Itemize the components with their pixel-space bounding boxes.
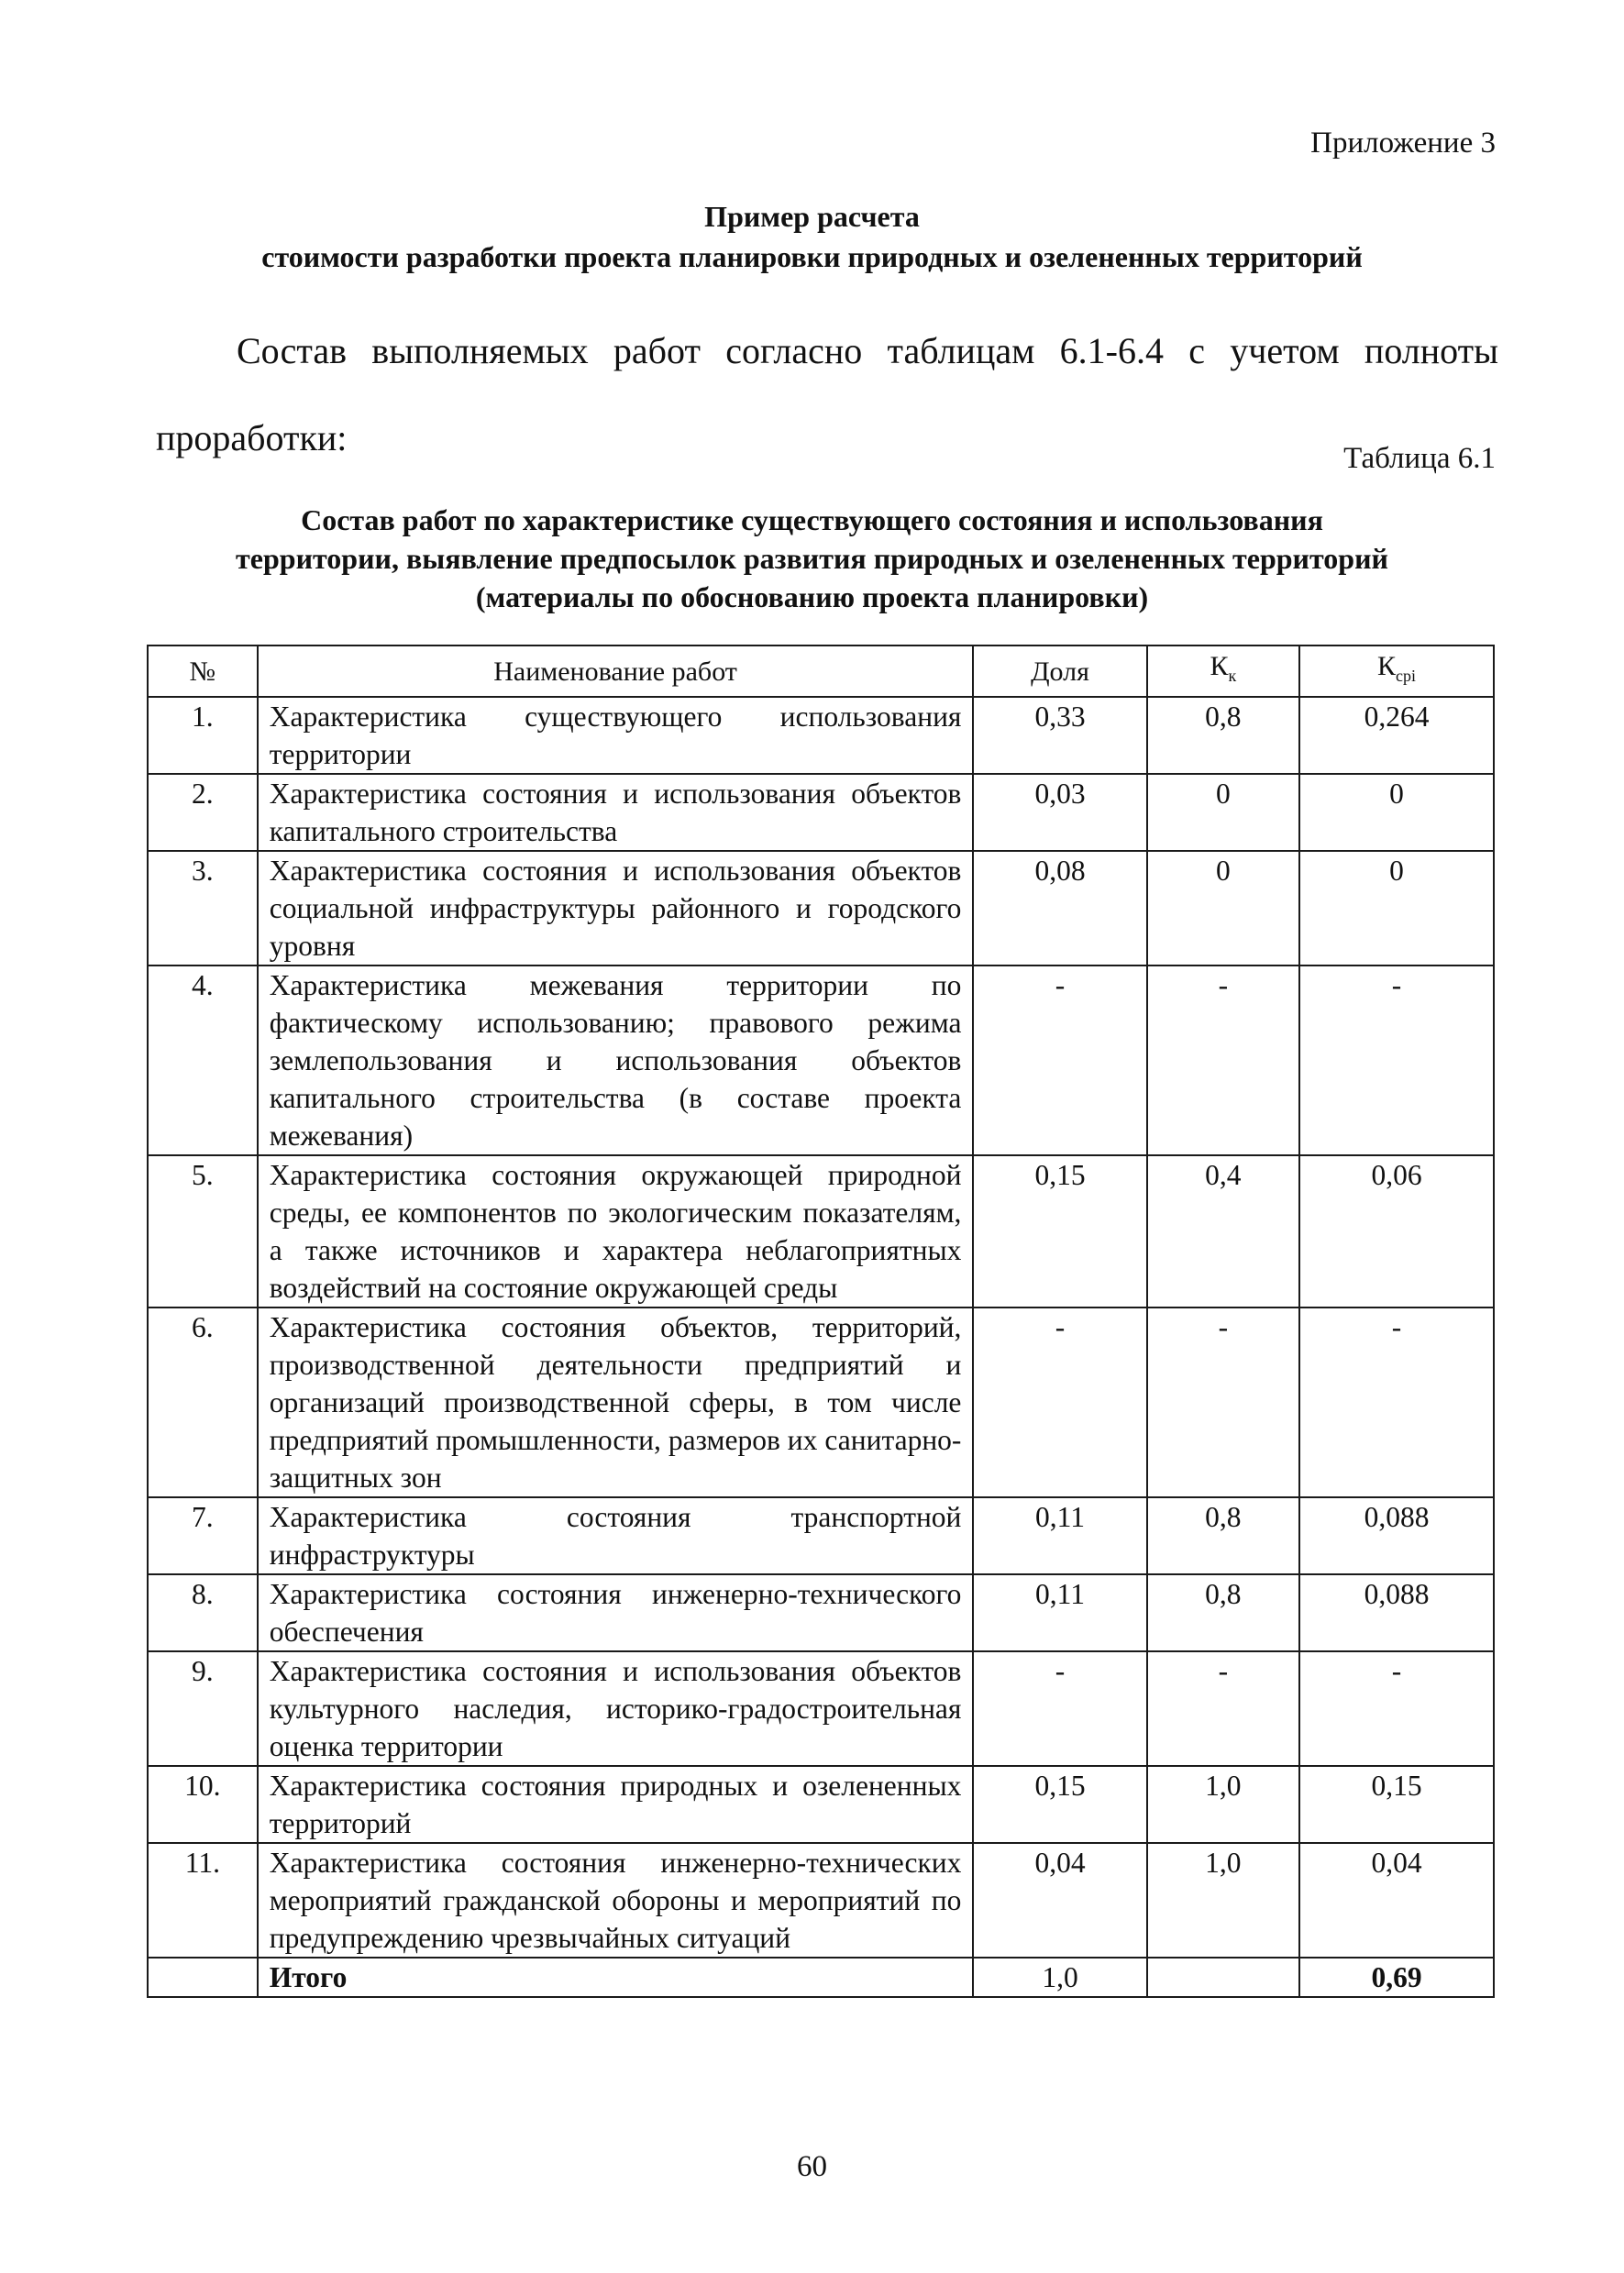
row-name: Характеристика состояния инженерно-технического обеспечения bbox=[258, 1574, 974, 1651]
header-kcp bbox=[1299, 645, 1494, 697]
table-row bbox=[148, 1574, 1494, 1651]
row-share: - bbox=[973, 1308, 1146, 1497]
row-share: 0,03 bbox=[973, 774, 1146, 851]
table-header-row bbox=[148, 645, 1494, 697]
row-kk: 0 bbox=[1147, 851, 1299, 965]
row-name: Характеристика состояния окружающей природной среды, ее компонентов по экологическим показателям, а также источников и характера неблагоприятных воздействий на состояние окружающей среды bbox=[258, 1155, 974, 1308]
header-kk-main: К bbox=[1210, 651, 1229, 681]
row-num: 3. bbox=[148, 851, 258, 965]
row-kcp: 0 bbox=[1299, 774, 1494, 851]
header-num: № bbox=[148, 645, 258, 697]
row-num: 7. bbox=[148, 1497, 258, 1574]
row-share: 0,15 bbox=[973, 1155, 1146, 1308]
table-row bbox=[148, 851, 1494, 965]
row-num: 11. bbox=[148, 1843, 258, 1958]
row-kk: 1,0 bbox=[1147, 1766, 1299, 1843]
row-kcp: - bbox=[1299, 965, 1494, 1155]
title-line-2: стоимости разработки проекта планировки природных и озелененных территорий bbox=[261, 240, 1363, 273]
row-num: 4. bbox=[148, 965, 258, 1155]
row-kk: - bbox=[1147, 965, 1299, 1155]
header-kcp-sub: срi bbox=[1396, 667, 1417, 685]
row-num: 9. bbox=[148, 1651, 258, 1766]
row-kcp: 0,06 bbox=[1299, 1155, 1494, 1308]
page-number: 60 bbox=[797, 2150, 827, 2183]
row-kk: - bbox=[1147, 1308, 1299, 1497]
document-title bbox=[0, 196, 1624, 277]
table-row bbox=[148, 1155, 1494, 1308]
row-kcp: 0,088 bbox=[1299, 1574, 1494, 1651]
row-share: 0,04 bbox=[973, 1843, 1146, 1958]
works-table bbox=[147, 645, 1495, 1998]
row-share: 0,08 bbox=[973, 851, 1146, 965]
table-row bbox=[148, 697, 1494, 774]
row-kk: 0 bbox=[1147, 774, 1299, 851]
total-label: Итого bbox=[258, 1958, 974, 1997]
row-num: 8. bbox=[148, 1574, 258, 1651]
row-kcp: - bbox=[1299, 1651, 1494, 1766]
intro-paragraph: Состав выполняемых работ согласно таблицам 6.1-6.4 с учетом полноты проработки: bbox=[156, 330, 1498, 458]
row-share: 0,11 bbox=[973, 1574, 1146, 1651]
row-kcp: 0,04 bbox=[1299, 1843, 1494, 1958]
row-kk: 0,8 bbox=[1147, 697, 1299, 774]
table-row bbox=[148, 1308, 1494, 1497]
row-kcp: 0 bbox=[1299, 851, 1494, 965]
total-share: 1,0 bbox=[973, 1958, 1146, 1997]
total-num bbox=[148, 1958, 258, 1997]
row-name: Характеристика состояния и использования объектов культурного наследия, историко-градостроительная оценка территории bbox=[258, 1651, 974, 1766]
table-row bbox=[148, 1843, 1494, 1958]
total-kk bbox=[1147, 1958, 1299, 1997]
row-share: - bbox=[973, 965, 1146, 1155]
row-name: Характеристика межевания территории по фактическому использованию; правового режима землепользования и использования объектов капитального строительства (в составе проекта межевания) bbox=[258, 965, 974, 1155]
row-kk: 1,0 bbox=[1147, 1843, 1299, 1958]
table-total-row bbox=[148, 1958, 1494, 1997]
row-kk: 0,4 bbox=[1147, 1155, 1299, 1308]
row-num: 1. bbox=[148, 697, 258, 774]
row-share: 0,11 bbox=[973, 1497, 1146, 1574]
table-title-line-2: территории, выявление предпосылок развития природных и озелененных территорий bbox=[236, 542, 1388, 575]
header-name: Наименование работ bbox=[258, 645, 974, 697]
row-share: 0,33 bbox=[973, 697, 1146, 774]
header-kcp-main: К bbox=[1377, 651, 1397, 681]
row-kcp: 0,088 bbox=[1299, 1497, 1494, 1574]
row-name: Характеристика состояния природных и озелененных территорий bbox=[258, 1766, 974, 1843]
table-title-line-3: (материалы по обоснованию проекта планировки) bbox=[475, 580, 1149, 613]
row-share: - bbox=[973, 1651, 1146, 1766]
header-share: Доля bbox=[973, 645, 1146, 697]
table-title-line-1: Состав работ по характеристике существующего состояния и использования bbox=[301, 503, 1323, 536]
table-row bbox=[148, 1651, 1494, 1766]
row-num: 2. bbox=[148, 774, 258, 851]
table-row bbox=[148, 1766, 1494, 1843]
title-line-1: Пример расчета bbox=[704, 200, 920, 233]
row-num: 10. bbox=[148, 1766, 258, 1843]
table-row bbox=[148, 965, 1494, 1155]
row-kk: 0,8 bbox=[1147, 1497, 1299, 1574]
table-title bbox=[0, 501, 1624, 616]
header-kk-sub: к bbox=[1228, 667, 1237, 685]
row-kk: - bbox=[1147, 1651, 1299, 1766]
row-num: 6. bbox=[148, 1308, 258, 1497]
row-kcp: 0,264 bbox=[1299, 697, 1494, 774]
row-name: Характеристика состояния инженерно-технических мероприятий гражданской обороны и мероприятий по предупреждению чрезвычайных ситуаций bbox=[258, 1843, 974, 1958]
table-row bbox=[148, 774, 1494, 851]
row-share: 0,15 bbox=[973, 1766, 1146, 1843]
total-kcp: 0,69 bbox=[1299, 1958, 1494, 1997]
row-kcp: 0,15 bbox=[1299, 1766, 1494, 1843]
row-name: Характеристика существующего использования территории bbox=[258, 697, 974, 774]
header-kk bbox=[1147, 645, 1299, 697]
row-kcp: - bbox=[1299, 1308, 1494, 1497]
table-number: Таблица 6.1 bbox=[1343, 442, 1496, 475]
row-name: Характеристика состояния и использования объектов социальной инфраструктуры районного и городского уровня bbox=[258, 851, 974, 965]
table-row bbox=[148, 1497, 1494, 1574]
row-num: 5. bbox=[148, 1155, 258, 1308]
row-name: Характеристика состояния и использования объектов капитального строительства bbox=[258, 774, 974, 851]
appendix-label: Приложение 3 bbox=[1310, 127, 1496, 160]
row-kk: 0,8 bbox=[1147, 1574, 1299, 1651]
row-name: Характеристика состояния транспортной инфраструктуры bbox=[258, 1497, 974, 1574]
row-name: Характеристика состояния объектов, территорий, производственной деятельности предприятий и организаций производственной сферы, в том числе предприятий промышленности, размеров их санитарно-защитных зон bbox=[258, 1308, 974, 1497]
